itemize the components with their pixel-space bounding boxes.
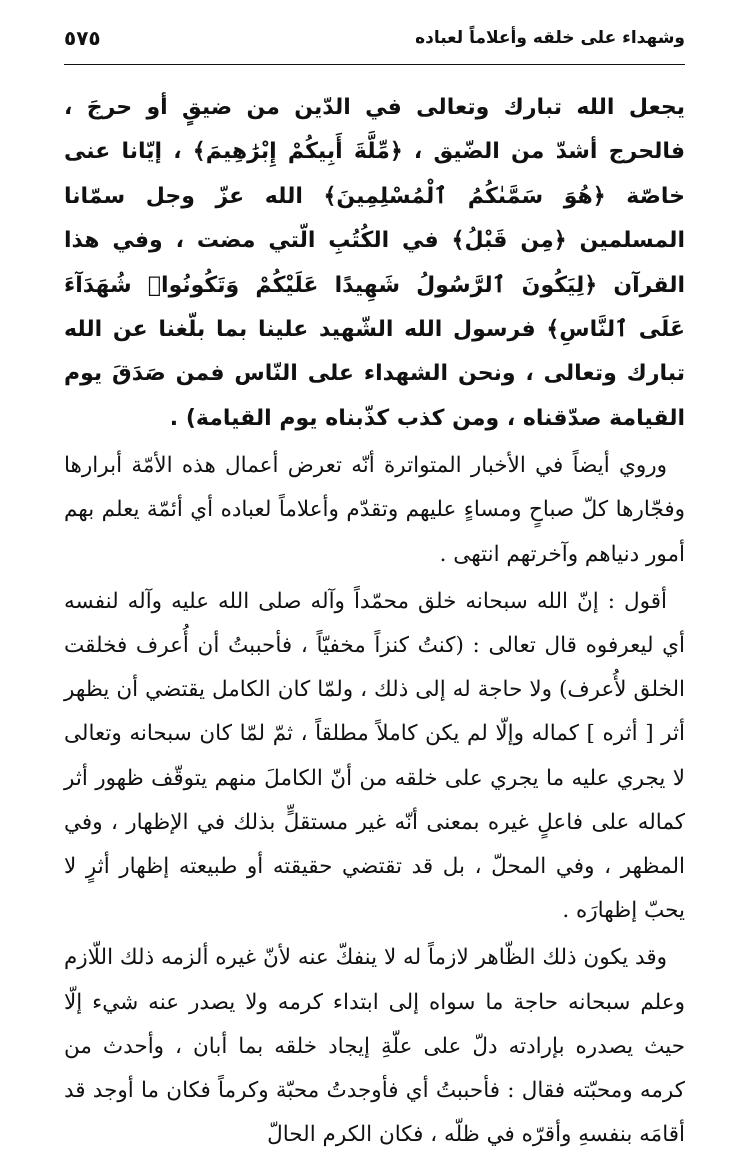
header-divider [64, 64, 685, 65]
page-number: ٥٧٥ [64, 26, 101, 50]
paragraph-commentary: أقول : إنّ الله سبحانه خلق محمّداً وآله صلى الله عليه وآله لنفسه أي ليعرفوه قال تعالى : (كنتُ كنزاً مخفيّاً ، فأحببتُ أن أُعرف فخلقت الخلق لأُعرف) ولا حاجة له إلى ذلك ، ولمّا كان الكامل يقتضي أن يظهر أثر [ أثره ] كماله وإلّا لم يكن كاملاً مطلقاً ، ثمّ لمّا كان سبحانه وتعالى لا يجري عليه ما يجري على خلقه من أنّ الكاملَ منهم يتوقّف ظهور أثر كماله على فاعلٍ غيره بمعنى أنّه غير مستقلٍّ بذلك في الإظهار ، وفي المظهر ، وفي المحلّ ، بل قد تقتضي حقيقته أو طبيعته إظهار أثرٍ لا يحبّ إظهارَه . [64, 588, 685, 924]
paragraph-continuation: وقد يكون ذلك الظّاهر لازماً له لا ينفكّ عنه لأنّ غيره ألزمه ذلك اللّازم وعلم سبحانه حاجة ما سواه إلى ابتداء كرمه ولا يصدر عنه شيء إلّا حيث يصدره بإرادته دلّ على علّةِ إيجاد خلقه بما أبان ، وأحدث من كرمه ومحبّته فقال : فأحببتُ أي فأوجدتُ محبّة وكرماً فكان ما أوجد قد أقامَه بنفسهِ وأقرّه في ظلّه ، فكان الكرم الحالّ [64, 945, 685, 1148]
running-title: وشهداء على خلقه وأعلاماً لعباده [415, 28, 685, 48]
page-header [64, 22, 685, 62]
paragraph-narration: وروي أيضاً في الأخبار المتواترة أنّه تعرض أعمال هذه الأمّة أبرارها وفجّارها كلّ صباحٍ ومساءٍ عليهم وتقدّم وأعلاماً لعباده أي أئمّة يعلم بهم أمور دنياهم وآخرتهم انتهى . [64, 453, 685, 567]
page-body [64, 86, 685, 1158]
paragraph-quoted-hadith: يجعل الله تبارك وتعالى في الدّين من ضيقٍ أو حرجَ ، فالحرج أشدّ من الضّيق ، ﴿مِّلَّةَ أَبِيكُمْ إِبْرَٰهِيمَ﴾ ، إيّانا عنى خاصّة ﴿هُوَ سَمَّىٰكُمُ ٱلْمُسْلِمِينَ﴾ الله عزّ وجل سمّانا المسلمين ﴿مِن قَبْلُ﴾ في الكُتُبِ الّتي مضت ، وفي هذا القرآن ﴿لِيَكُونَ ٱلرَّسُولُ شَهِيدًا عَلَيْكُمْ وَتَكُونُوا۟ شُهَدَآءَ عَلَى ٱلنَّاسِ﴾ فرسول الله الشّهيد علينا بما بلّغنا عن الله تبارك وتعالى ، ونحن الشهداء على النّاس فمن صَدَقَ يوم القيامة صدّقناه ، ومن كذب كذّبناه يوم القيامة) . [64, 95, 685, 431]
